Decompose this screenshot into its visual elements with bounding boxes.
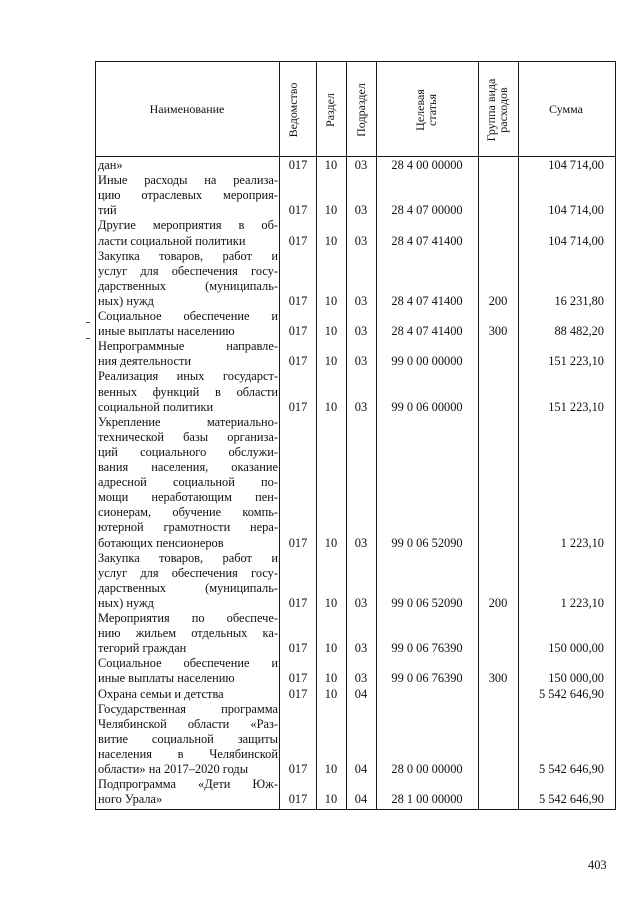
row-vedomstvo: 017 xyxy=(288,595,308,610)
row-name-line: ных) нужд xyxy=(98,595,154,610)
row-tselevaya: 28 1 00 00000 xyxy=(391,792,463,807)
row-name-line: витие социальной защиты xyxy=(98,731,278,746)
row-summa: 5 542 646,90 xyxy=(538,686,604,701)
row-tselevaya: 28 4 00 00000 xyxy=(391,158,463,172)
row-name-line: ласти социальной политики xyxy=(98,233,246,248)
row-name-line: иные выплаты населению xyxy=(98,324,235,339)
row-vedomstvo: 017 xyxy=(288,641,308,656)
row-vedomstvo: 017 xyxy=(288,792,308,807)
row-razdel: 10 xyxy=(324,641,338,656)
row-razdel: 10 xyxy=(324,595,338,610)
row-name-line: Подпрограмма «Дети Юж- xyxy=(98,777,278,792)
table-column-line xyxy=(478,61,479,809)
row-gruppa xyxy=(478,354,518,369)
row-gruppa: 200 xyxy=(488,293,508,308)
row-vedomstvo: 017 xyxy=(288,762,308,776)
row-name-line: ций социального обслужи- xyxy=(98,444,278,459)
row-razdel: 10 xyxy=(324,354,338,369)
table-column-line xyxy=(316,61,317,809)
header-razdel: Раздел xyxy=(323,93,337,127)
row-podrazdel: 03 xyxy=(354,324,368,339)
row-name-line: Закупка товаров, работ и xyxy=(98,248,278,263)
row-summa: 151 223,10 xyxy=(548,399,604,414)
row-razdel: 10 xyxy=(324,671,338,686)
row-name-line: Иные расходы на реализа- xyxy=(98,173,278,188)
row-summa: 104 714,00 xyxy=(548,203,604,218)
row-podrazdel: 03 xyxy=(354,535,368,550)
row-vedomstvo: 017 xyxy=(288,354,308,369)
row-name-line: Государственная программа xyxy=(98,701,278,716)
header-summa: Сумма xyxy=(549,102,583,116)
row-name-line: вания населения, оказание xyxy=(98,460,278,474)
row-podrazdel: 03 xyxy=(354,641,368,656)
row-podrazdel: 03 xyxy=(354,399,368,414)
row-gruppa xyxy=(478,641,518,656)
row-gruppa xyxy=(478,762,518,777)
table-row-line xyxy=(95,809,616,810)
row-summa: 150 000,00 xyxy=(548,641,604,656)
header-podrazdel: Подраздел xyxy=(354,83,368,137)
row-summa: 5 542 646,90 xyxy=(538,762,604,776)
row-name-line: услуг для обеспечения госу- xyxy=(98,263,278,278)
row-tselevaya: 28 4 07 41400 xyxy=(391,324,463,339)
row-tselevaya: 99 0 06 76390 xyxy=(391,641,463,656)
row-podrazdel: 03 xyxy=(354,354,368,369)
table-row-line xyxy=(95,61,616,62)
row-vedomstvo: 017 xyxy=(288,686,308,701)
row-razdel: 10 xyxy=(324,293,338,308)
row-gruppa: 200 xyxy=(488,595,508,610)
row-name-line: адресной социальной по- xyxy=(98,475,278,490)
row-razdel: 10 xyxy=(324,233,338,248)
row-name-line: социальной политики xyxy=(98,399,214,414)
row-name-line: услуг для обеспечения госу- xyxy=(98,565,278,580)
header-tselevaya-line2: статья xyxy=(425,94,439,126)
row-gruppa xyxy=(478,536,518,551)
table-column-line xyxy=(95,61,96,809)
row-podrazdel: 04 xyxy=(354,686,368,701)
row-name-line: цию отраслевых мероприя- xyxy=(98,188,278,203)
row-gruppa xyxy=(478,158,518,173)
header-name: Наименование xyxy=(149,102,225,116)
header-tselevaya-line1: Целевая xyxy=(413,89,427,131)
row-name-line: мощи неработающим пен- xyxy=(98,490,278,505)
row-summa: 1 223,10 xyxy=(560,595,604,610)
row-name-line: ботающих пенсионеров xyxy=(98,535,224,550)
row-name-line: Социальное обеспечение и xyxy=(98,309,278,323)
row-podrazdel: 03 xyxy=(354,233,368,248)
header-vedomstvo: Ведомство xyxy=(286,82,300,138)
row-name-line: Укрепление материально- xyxy=(98,414,278,429)
row-podrazdel: 03 xyxy=(354,158,368,172)
row-tselevaya: 99 0 06 00000 xyxy=(391,399,463,414)
table-column-line xyxy=(376,61,377,809)
row-razdel: 10 xyxy=(324,535,338,550)
page-number: 403 xyxy=(588,858,607,872)
row-name-line: Челябинской области «Раз- xyxy=(98,716,278,731)
row-razdel: 10 xyxy=(324,203,338,218)
row-razdel: 10 xyxy=(324,762,338,776)
row-name-line: Непрограммные направле- xyxy=(98,339,278,354)
row-gruppa: 300 xyxy=(488,671,508,686)
row-summa: 104 714,00 xyxy=(548,158,604,172)
row-name-line: дан» xyxy=(98,158,123,172)
row-name-line: населения в Челябинской xyxy=(98,746,278,761)
row-name-line: ного Урала» xyxy=(98,792,163,807)
header-gruppa-line1: Группа вида xyxy=(484,78,498,142)
row-name-line: Охрана семьи и детства xyxy=(98,686,224,701)
row-summa: 88 482,20 xyxy=(554,324,604,339)
row-razdel: 10 xyxy=(324,792,338,807)
row-tselevaya: 28 0 00 00000 xyxy=(391,762,463,776)
table-column-line xyxy=(518,61,519,809)
row-gruppa: 300 xyxy=(488,324,508,339)
row-name-line: сионерам, обучение компь- xyxy=(98,505,278,520)
row-name-line: Закупка товаров, работ и xyxy=(98,550,278,565)
row-name-line: дарственных (муниципаль- xyxy=(98,580,278,595)
table-column-line xyxy=(346,61,347,809)
row-name-line: нию жильем отдельных ка- xyxy=(98,626,278,641)
row-podrazdel: 03 xyxy=(354,203,368,218)
row-tselevaya: 99 0 06 52090 xyxy=(391,595,463,610)
table-column-line xyxy=(279,61,280,809)
row-gruppa xyxy=(478,687,518,702)
row-vedomstvo: 017 xyxy=(288,535,308,550)
header-gruppa xyxy=(485,65,513,155)
row-name-line: ных) нужд xyxy=(98,293,154,308)
margin-mark xyxy=(86,338,90,339)
row-podrazdel: 04 xyxy=(354,762,368,776)
row-name-line: Мероприятия по обеспече- xyxy=(98,611,278,625)
header-gruppa-line2: расходов xyxy=(496,87,510,133)
row-name-line: Другие мероприятия в об- xyxy=(98,218,278,233)
row-name-line: области» на 2017–2020 годы xyxy=(98,762,249,776)
table-column-line xyxy=(615,61,616,809)
row-vedomstvo: 017 xyxy=(288,158,308,172)
row-podrazdel: 04 xyxy=(354,792,368,807)
row-summa: 150 000,00 xyxy=(548,671,604,686)
row-vedomstvo: 017 xyxy=(288,203,308,218)
row-gruppa xyxy=(478,203,518,218)
row-vedomstvo: 017 xyxy=(288,233,308,248)
row-summa: 1 223,10 xyxy=(560,535,604,550)
row-vedomstvo: 017 xyxy=(288,324,308,339)
row-tselevaya: 28 4 07 41400 xyxy=(391,233,463,248)
row-vedomstvo: 017 xyxy=(288,671,308,686)
row-summa: 16 231,80 xyxy=(554,293,604,308)
row-name-line: ния деятельности xyxy=(98,354,191,369)
row-name-line: иные выплаты населению xyxy=(98,671,235,686)
row-name-line: Социальное обеспечение и xyxy=(98,656,278,671)
row-summa: 151 223,10 xyxy=(548,354,604,369)
row-tselevaya: 28 4 07 00000 xyxy=(391,203,463,218)
row-name-line: Реализация иных государст- xyxy=(98,369,278,384)
margin-mark xyxy=(86,322,90,323)
header-tselevaya xyxy=(414,65,442,155)
row-tselevaya: 28 4 07 41400 xyxy=(391,293,463,308)
row-razdel: 10 xyxy=(324,686,338,701)
row-podrazdel: 03 xyxy=(354,671,368,686)
row-name-line: дарственных (муниципаль- xyxy=(98,278,278,293)
row-name-line: технической базы организа- xyxy=(98,429,278,444)
row-tselevaya: 99 0 06 52090 xyxy=(391,535,463,550)
row-tselevaya: 99 0 06 76390 xyxy=(391,671,463,686)
row-razdel: 10 xyxy=(324,158,338,172)
row-name-line: ютерной грамотности нера- xyxy=(98,520,278,535)
row-name-line: тий xyxy=(98,203,117,218)
row-vedomstvo: 017 xyxy=(288,293,308,308)
row-name-line: венных функций в области xyxy=(98,384,278,399)
row-podrazdel: 03 xyxy=(354,595,368,610)
row-gruppa xyxy=(478,234,518,249)
row-gruppa xyxy=(478,792,518,807)
row-tselevaya: 99 0 00 00000 xyxy=(391,354,463,369)
row-tselevaya xyxy=(376,687,478,702)
row-name-line: тегорий граждан xyxy=(98,641,187,656)
row-podrazdel: 03 xyxy=(354,293,368,308)
row-gruppa xyxy=(478,400,518,415)
table-row-line xyxy=(95,156,616,157)
row-razdel: 10 xyxy=(324,399,338,414)
row-vedomstvo: 017 xyxy=(288,399,308,414)
row-razdel: 10 xyxy=(324,324,338,339)
row-summa: 5 542 646,90 xyxy=(538,792,604,807)
row-summa: 104 714,00 xyxy=(548,233,604,248)
